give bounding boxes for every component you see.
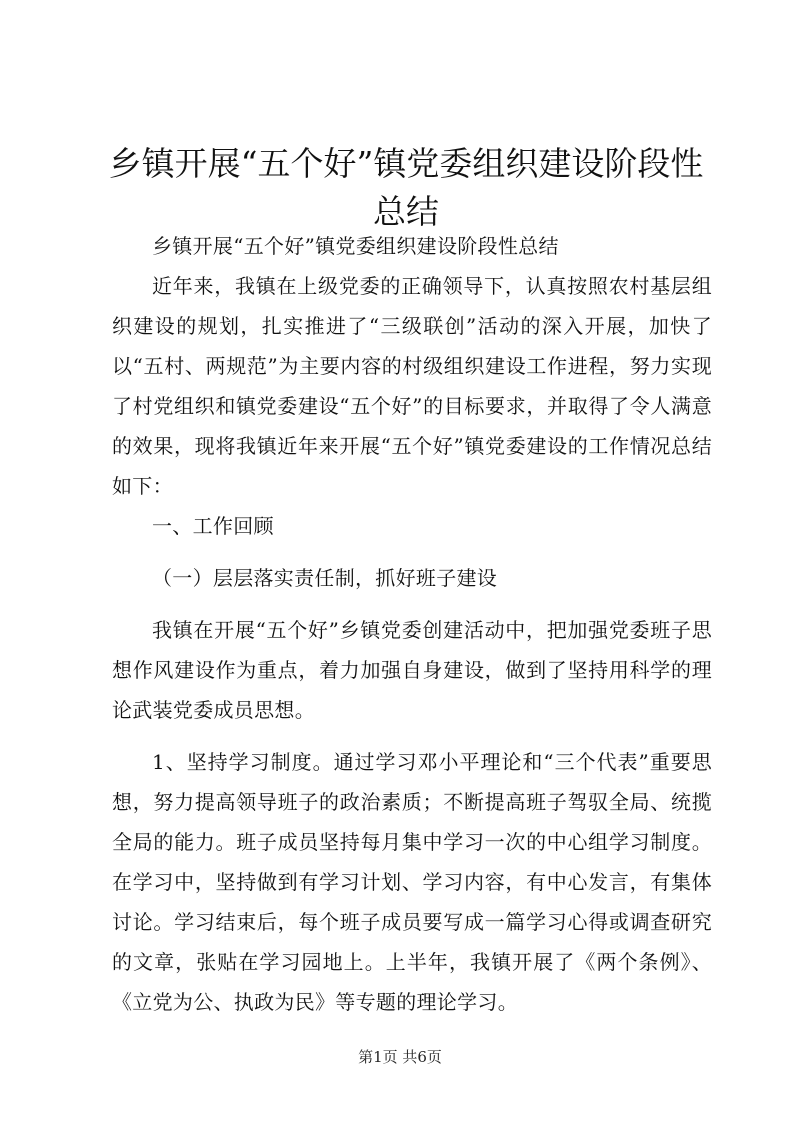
document-body: [112, 226, 712, 1022]
body-paragraph: 我镇在开展“五个好”乡镇党委创建活动中，把加强党委班子思想作风建设作为重点，着力加强自身建设，做到了坚持用科学的理论武装党委成员思想。: [112, 618, 712, 722]
page-number: 第1页 共6页: [358, 1048, 442, 1066]
subsection-heading: （一）层层落实责任制，抓好班子建设: [152, 566, 498, 590]
body-paragraph: 1、坚持学习制度。通过学习邓小平理论和“三个代表”重要思想，努力提高领导班子的政治素质；不断提高班子驾驭全局、统揽全局的能力。班子成员坚持每月集中学习一次的中心组学习制度。在学习中，坚持做到有学习计划、学习内容，有中心发言，有集体讨论。学习结束后，每个班子成员要写成一篇学习心得或调查研究的文章，张贴在学习园地上。上半年，我镇开展了《两个条例》、《立党为公、执政为民》等专题的理论学习。: [112, 750, 712, 1014]
section-heading: 一、工作回顾: [152, 514, 274, 538]
subtitle-paragraph: 乡镇开展“五个好”镇党委组织建设阶段性总结: [152, 234, 559, 258]
intro-paragraph: 近年来，我镇在上级党委的正确领导下，认真按照农村基层组织建设的规划，扎实推进了“三级联创”活动的深入开展，加快了以“五村、两规范”为主要内容的村级组织建设工作进程，努力实现了村党组织和镇党委建设“五个好”的目标要求，并取得了令人满意的效果，现将我镇近年来开展“五个好”镇党委建设的工作情况总结如下：: [112, 274, 712, 498]
document-title: 乡镇开展“五个好”镇党委组织建设阶段性总结: [108, 144, 704, 231]
